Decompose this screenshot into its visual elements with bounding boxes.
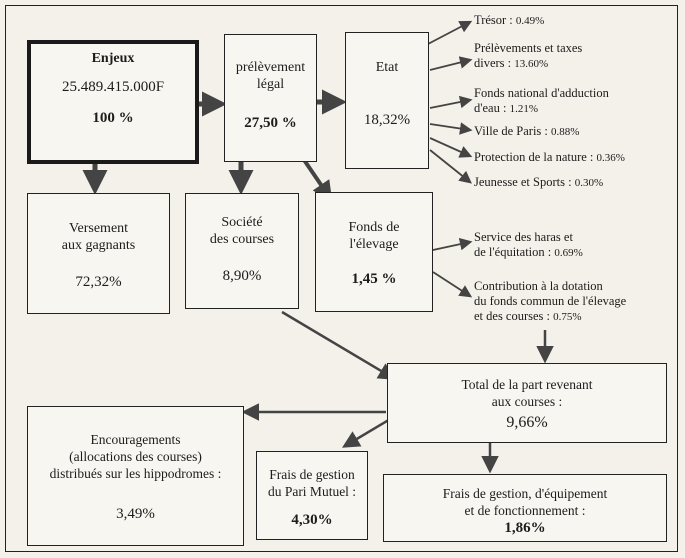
frais-pari-title-1: Frais de gestion bbox=[269, 467, 355, 482]
fonds-item-haras: Service des haras et de l'équitation : 0.69% bbox=[474, 230, 583, 259]
etat-pct: 18,32% bbox=[363, 112, 411, 128]
frais-equip-pct: 1,86% bbox=[504, 520, 546, 536]
encouragements-title-1: Encouragements bbox=[90, 432, 181, 447]
etat-item-tresor: Trésor : 0.49% bbox=[474, 13, 545, 27]
encouragements-title-3: distribués sur les hippodromes : bbox=[49, 466, 222, 481]
arrow-etat-tresor bbox=[428, 22, 470, 44]
arrow-societe-total bbox=[282, 312, 393, 378]
fonds-item-contribution: Contribution à la dotation du fonds commun de l'élevage et des courses : 0.75% bbox=[474, 279, 627, 323]
prelevement-title-2: légal bbox=[256, 77, 285, 92]
enjeux-amount: 25.489.415.000F bbox=[61, 79, 165, 95]
frais-equip-box bbox=[383, 474, 667, 542]
prelevement-box bbox=[224, 34, 317, 162]
fonds-box bbox=[315, 192, 433, 312]
versement-title-2: aux gagnants bbox=[61, 238, 136, 253]
fonds-title-2: l'élevage bbox=[349, 237, 399, 252]
total-title-2: aux courses : bbox=[491, 394, 563, 409]
etat-item-ville-paris: Ville de Paris : 0.88% bbox=[474, 124, 580, 138]
arrow-fonds-contribution bbox=[433, 272, 470, 296]
arrow-etat-protection bbox=[430, 138, 470, 156]
arrow-etat-prelevements bbox=[430, 60, 470, 70]
societe-pct: 8,90% bbox=[222, 268, 262, 284]
frais-pari-box bbox=[256, 451, 368, 540]
arrow-etat-ville-paris bbox=[430, 124, 470, 130]
versement-pct: 72,32% bbox=[75, 274, 122, 290]
etat-item-protection: Protection de la nature : 0.36% bbox=[474, 150, 625, 164]
etat-title: Etat bbox=[375, 60, 399, 75]
total-title-1: Total de la part revenant bbox=[461, 377, 593, 392]
encouragements-title-2: (allocations des courses) bbox=[69, 449, 202, 464]
prelevement-title-1: prélèvement bbox=[235, 60, 306, 75]
encouragements-pct: 3,49% bbox=[116, 506, 155, 522]
arrow-etat-fonds-national bbox=[430, 100, 470, 108]
fonds-pct: 1,45 % bbox=[351, 271, 397, 287]
prelevement-pct: 27,50 % bbox=[244, 115, 297, 131]
versement-title-1: Versement bbox=[68, 221, 129, 236]
enjeux-title: Enjeux bbox=[91, 51, 135, 66]
arrow-total-frais-pari bbox=[345, 418, 392, 446]
total-box bbox=[387, 363, 667, 443]
arrow-fonds-haras bbox=[433, 242, 470, 250]
arrow-etat-jeunesse bbox=[430, 150, 470, 182]
etat-item-prelevements: Prélèvements et taxes divers : 13.60% bbox=[474, 41, 583, 70]
frais-pari-title-2: du Pari Mutuel : bbox=[267, 484, 357, 499]
versement-box bbox=[27, 193, 170, 314]
fonds-title-1: Fonds de bbox=[348, 220, 400, 235]
etat-box bbox=[345, 32, 429, 169]
enjeux-box bbox=[27, 40, 199, 164]
societe-title-1: Société bbox=[221, 215, 263, 230]
frais-pari-pct: 4,30% bbox=[291, 512, 333, 528]
frais-equip-title-2: et de fonctionnement : bbox=[464, 503, 586, 518]
etat-item-fonds-national: Fonds national d'adduction d'eau : 1.21% bbox=[474, 86, 609, 115]
total-pct: 9,66% bbox=[506, 414, 548, 431]
societe-title-2: des courses bbox=[209, 232, 275, 247]
enjeux-pct: 100 % bbox=[92, 110, 134, 126]
frais-equip-title-1: Frais de gestion, d'équipement bbox=[442, 486, 608, 501]
encouragements-box bbox=[27, 406, 244, 546]
societe-box bbox=[185, 193, 299, 309]
etat-item-jeunesse: Jeunesse et Sports : 0.30% bbox=[474, 175, 604, 189]
